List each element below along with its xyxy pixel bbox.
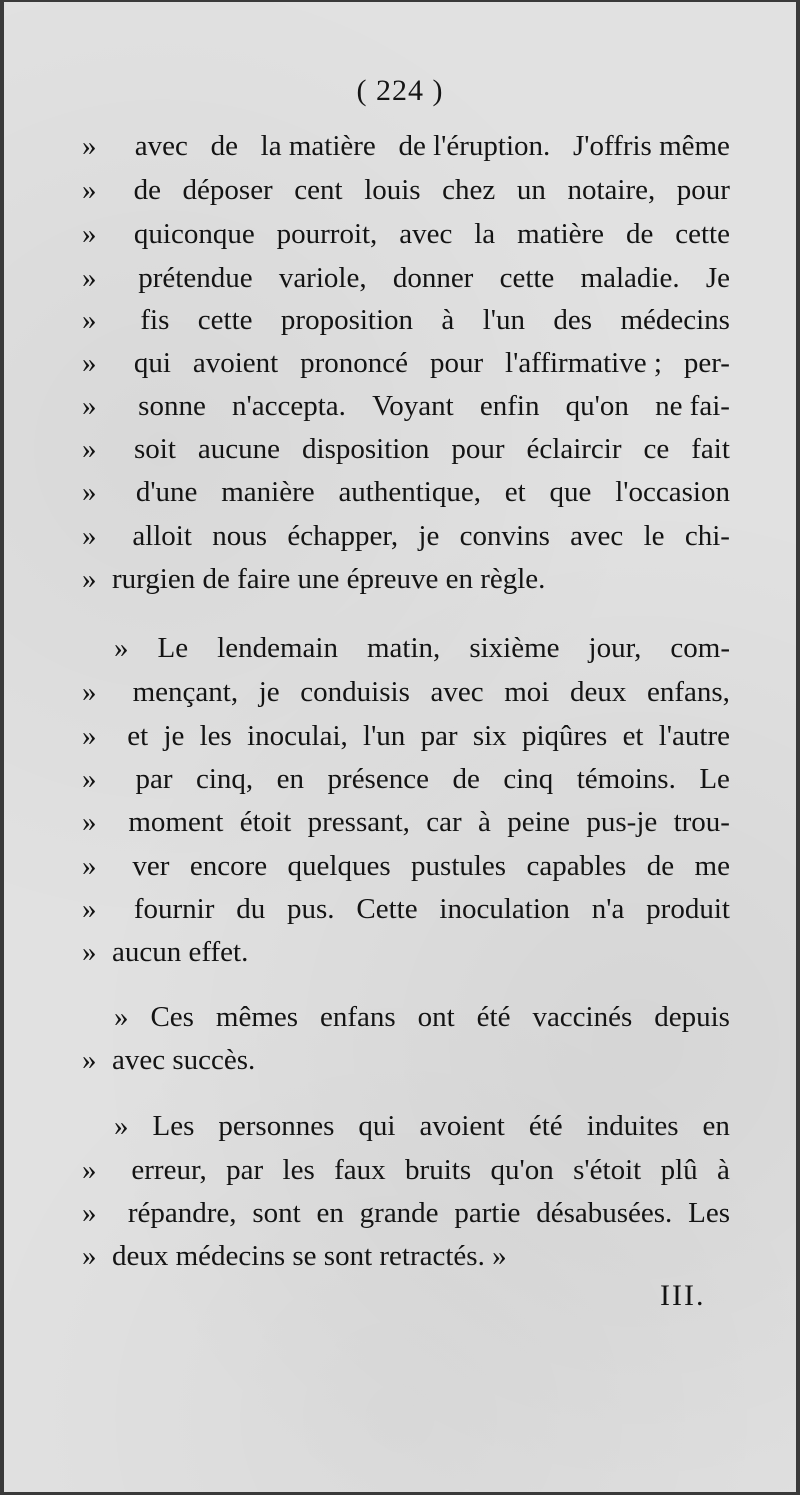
word: pour: [451, 433, 505, 465]
word: disposition: [302, 433, 430, 465]
word: Le: [157, 632, 189, 664]
word: ver: [132, 850, 170, 882]
word: moi: [504, 676, 550, 708]
word: de: [210, 130, 238, 162]
word: le: [643, 520, 665, 552]
word: grande: [359, 1197, 439, 1229]
word: car: [426, 806, 462, 838]
word: trou-: [673, 806, 730, 838]
word: par: [135, 763, 173, 795]
word: manière: [221, 476, 315, 508]
word: matière: [517, 218, 605, 250]
word: erreur,: [131, 1154, 207, 1186]
word: authentique,: [338, 476, 481, 508]
word: étoit: [239, 806, 292, 838]
word: quelques: [287, 850, 391, 882]
word: en: [276, 763, 305, 795]
word: nous: [212, 520, 268, 552]
word: convins: [459, 520, 550, 552]
word: qui: [358, 1110, 396, 1142]
text-line: [82, 345, 730, 381]
word: s'étoit: [573, 1154, 642, 1186]
word: cette: [675, 218, 730, 250]
word: avoient: [192, 347, 279, 379]
word: sixième: [469, 632, 560, 664]
word: cette: [499, 262, 555, 294]
word: matin,: [366, 632, 441, 664]
text-line: [82, 630, 730, 666]
word: pus.: [287, 893, 335, 925]
word: jour,: [588, 632, 642, 664]
word: qu'on: [490, 1154, 554, 1186]
word: sonne: [138, 390, 206, 422]
word: Cette: [356, 893, 418, 925]
word: pressant,: [307, 806, 410, 838]
word: pustules: [411, 850, 507, 882]
word: vaccinés: [532, 1001, 633, 1033]
word: soit: [134, 433, 176, 465]
word: cent: [294, 174, 343, 206]
word: la matière: [260, 130, 376, 162]
page-number: ( 224 ): [356, 74, 444, 107]
word: et: [504, 476, 526, 508]
word: peine: [507, 806, 571, 838]
text-line: [82, 474, 730, 510]
word: de: [133, 174, 161, 206]
word: fis: [140, 304, 170, 336]
word: ne fai-: [655, 390, 730, 422]
quote-mark: »: [82, 476, 97, 508]
word: induites: [586, 1110, 679, 1142]
book-page: [4, 2, 796, 1492]
word: Les: [152, 1110, 195, 1142]
word: prétendue: [138, 262, 253, 294]
word: mêmes: [215, 1001, 299, 1033]
word: pourroit,: [276, 218, 378, 250]
text-line: [82, 999, 730, 1035]
word: mençant,: [132, 676, 239, 708]
quote-mark: »: [82, 720, 97, 752]
word: Ces: [150, 1001, 194, 1033]
word: avec: [134, 130, 188, 162]
word: personnes: [218, 1110, 335, 1142]
word: avec: [399, 218, 453, 250]
word: pour: [429, 347, 484, 379]
word: été: [528, 1110, 563, 1142]
word: déposer: [182, 174, 273, 206]
word: moment: [128, 806, 224, 838]
quote-mark: »: [114, 1110, 129, 1142]
quote-mark: »: [82, 347, 97, 379]
catchword: III.: [660, 1279, 706, 1312]
text-line: [82, 891, 730, 927]
quote-mark: »: [82, 390, 97, 422]
text-line: [82, 761, 730, 797]
word: à: [478, 806, 491, 838]
word: du: [236, 893, 266, 925]
text-line: [82, 1152, 730, 1188]
word: enfin: [479, 390, 540, 422]
word: de l'éruption.: [398, 130, 551, 162]
word: rurgien de faire une épreuve en règle.: [112, 563, 546, 595]
quote-mark: »: [82, 1154, 97, 1186]
text-line: [82, 934, 730, 970]
quote-mark: »: [82, 563, 97, 595]
word: l'occasion: [615, 476, 730, 508]
word: maladie.: [580, 262, 680, 294]
word: n'a: [591, 893, 625, 925]
text-line: [82, 518, 730, 554]
quote-mark: »: [114, 632, 129, 664]
word: présence: [327, 763, 429, 795]
word: désabusées.: [536, 1197, 673, 1229]
word: me: [694, 850, 730, 882]
quote-mark: »: [82, 218, 97, 250]
word: l'un: [363, 720, 406, 752]
text-line: [82, 431, 730, 467]
quote-mark: »: [82, 130, 97, 162]
quote-mark: »: [82, 676, 97, 708]
word: d'une: [135, 476, 198, 508]
text-line: [82, 561, 730, 597]
word: un: [516, 174, 546, 206]
quote-mark: »: [82, 1044, 97, 1076]
quote-mark: »: [82, 1240, 97, 1272]
word: cette: [197, 304, 253, 336]
word: cinq,: [196, 763, 254, 795]
word: inoculation: [439, 893, 570, 925]
word: produit: [646, 893, 730, 925]
word: je: [418, 520, 440, 552]
word: je: [163, 720, 185, 752]
word: plû: [660, 1154, 698, 1186]
word: médecins: [620, 304, 730, 336]
word: donner: [392, 262, 474, 294]
word: quiconque: [133, 218, 255, 250]
text-line: [82, 1108, 730, 1144]
word: enfans: [320, 1001, 396, 1033]
text-line: [82, 216, 730, 252]
text-line: [82, 674, 730, 710]
word: par: [420, 720, 458, 752]
word: deux: [569, 676, 627, 708]
word: je: [258, 676, 280, 708]
word: chez: [442, 174, 496, 206]
word: J'offris même: [573, 130, 730, 162]
text-line: [82, 1042, 730, 1078]
word: la: [474, 218, 496, 250]
word: à: [717, 1154, 730, 1186]
word: des: [553, 304, 593, 336]
word: et: [622, 720, 644, 752]
word: qu'on: [565, 390, 629, 422]
word: prononcé: [300, 347, 409, 379]
word: com-: [670, 632, 730, 664]
quote-mark: »: [82, 763, 97, 795]
word: n'accepta.: [232, 390, 346, 422]
word: témoins.: [576, 763, 676, 795]
word: sont: [252, 1197, 301, 1229]
word: avec: [570, 520, 624, 552]
quote-mark: »: [82, 1197, 97, 1229]
word: cinq: [503, 763, 554, 795]
word: les: [282, 1154, 315, 1186]
quote-mark: »: [82, 893, 97, 925]
word: de: [625, 218, 654, 250]
word: enfans,: [646, 676, 730, 708]
word: louis: [364, 174, 421, 206]
word: Voyant: [372, 390, 454, 422]
word: l'un: [482, 304, 525, 336]
word: chi-: [684, 520, 730, 552]
word: avec succès.: [112, 1044, 256, 1076]
word: inoculai,: [247, 720, 348, 752]
word: de: [452, 763, 480, 795]
word: en: [702, 1110, 730, 1142]
word: pus-je: [586, 806, 658, 838]
word: conduisis: [300, 676, 410, 708]
text-line: [82, 388, 730, 424]
word: pour: [676, 174, 730, 206]
word: ont: [417, 1001, 455, 1033]
quote-mark: »: [82, 304, 97, 336]
word: et: [127, 720, 149, 752]
text-line: [82, 1238, 730, 1274]
text-line: [82, 128, 730, 164]
word: qui: [133, 347, 171, 379]
word: fait: [691, 433, 730, 465]
word: fournir: [133, 893, 215, 925]
word: aucun effet.: [112, 936, 249, 968]
word: que: [549, 476, 592, 508]
quote-mark: »: [82, 936, 97, 968]
word: six: [472, 720, 507, 752]
word: depuis: [654, 1001, 730, 1033]
word: avec: [430, 676, 484, 708]
word: proposition: [280, 304, 414, 336]
word: piqûres: [521, 720, 608, 752]
word: Les: [688, 1197, 730, 1229]
word: lendemain: [217, 632, 338, 664]
word: variole,: [278, 262, 367, 294]
word: l'autre: [658, 720, 730, 752]
quote-mark: »: [82, 850, 97, 882]
word: de: [646, 850, 675, 882]
quote-mark: »: [82, 806, 97, 838]
word: répandre,: [127, 1197, 237, 1229]
word: été: [476, 1001, 511, 1033]
word: capables: [526, 850, 627, 882]
text-line: [82, 804, 730, 840]
text-line: [82, 718, 730, 754]
word: faux: [334, 1154, 386, 1186]
quote-mark: »: [82, 174, 97, 206]
word: per-: [683, 347, 730, 379]
word: éclaircir: [526, 433, 622, 465]
word: avoient: [419, 1110, 505, 1142]
quote-mark: »: [82, 520, 97, 552]
word: notaire,: [567, 174, 656, 206]
quote-mark: »: [82, 433, 97, 465]
word: bruits: [405, 1154, 472, 1186]
word: partie: [454, 1197, 521, 1229]
text-line: [82, 260, 730, 296]
text-line: [82, 172, 730, 208]
word: en: [316, 1197, 344, 1229]
word: alloit: [132, 520, 192, 552]
word: Le: [699, 763, 730, 795]
word: les: [199, 720, 232, 752]
quote-mark: »: [114, 1001, 129, 1033]
text-line: [82, 1195, 730, 1231]
word: par: [226, 1154, 264, 1186]
word: échapper,: [287, 520, 399, 552]
word: aucune: [197, 433, 281, 465]
word: ce: [643, 433, 670, 465]
text-line: [82, 302, 730, 338]
word: à: [441, 304, 455, 336]
word: encore: [189, 850, 268, 882]
word: l'affirmative ;: [505, 347, 662, 379]
word: Je: [705, 262, 730, 294]
quote-mark: »: [82, 262, 97, 294]
word: deux médecins se sont retractés. »: [112, 1240, 507, 1272]
text-line: [82, 848, 730, 884]
